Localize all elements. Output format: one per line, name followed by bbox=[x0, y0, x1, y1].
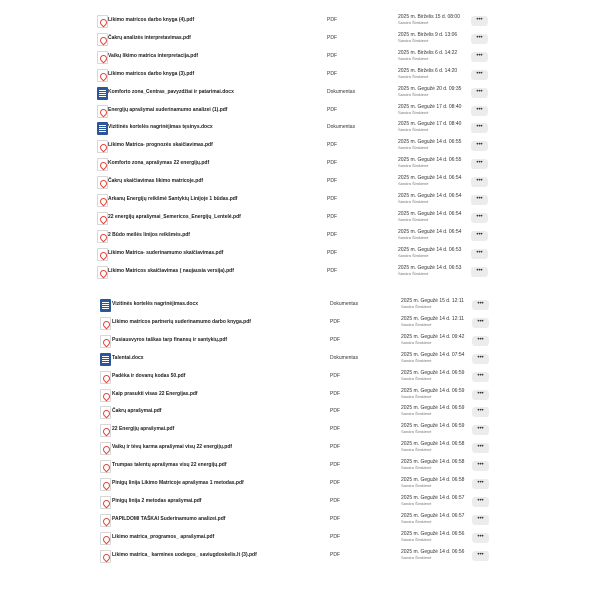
file-row[interactable] bbox=[0, 68, 606, 86]
file-name[interactable]: Čakrų skaičiavimas likimo matricoje.pdf bbox=[108, 178, 204, 185]
word-document-icon bbox=[97, 122, 108, 135]
file-modified-date: 2025 m. Birželis 6 d. 14:20 bbox=[398, 67, 458, 74]
file-owner: Sandra Šimkienė bbox=[401, 500, 432, 506]
file-modified-date: 2025 m. Gegužė 14 d. 06:55 bbox=[398, 139, 462, 146]
file-type: PDF bbox=[330, 551, 340, 558]
file-modified-date: 2025 m. Gegužė 14 d. 06:56 bbox=[401, 530, 465, 537]
more-actions-button[interactable]: ••• bbox=[471, 249, 488, 259]
pdf-file-icon bbox=[100, 496, 111, 509]
file-owner: Sandra Šimkienė bbox=[401, 411, 432, 417]
file-name[interactable]: Likimo matricos darbo knyga (3).pdf bbox=[108, 70, 195, 77]
file-owner: Sandra Šimkienė bbox=[401, 375, 432, 381]
pdf-file-icon bbox=[100, 335, 111, 348]
file-modified-date: 2025 m. Gegužė 14 d. 12:11 bbox=[401, 315, 465, 322]
file-owner: Sandra Šimkienė bbox=[401, 554, 432, 560]
file-row[interactable] bbox=[0, 549, 606, 567]
file-modified-date: 2025 m. Gegužė 14 d. 06:59 bbox=[401, 423, 465, 430]
file-name[interactable]: Arkanų Energijų reikšmė Santykių Linijoje 1 būdas.pdf bbox=[108, 196, 238, 202]
file-type: Dokumentas bbox=[330, 354, 359, 361]
pdf-file-icon bbox=[97, 194, 108, 207]
file-owner: Sandra Šimkienė bbox=[398, 199, 429, 204]
file-row[interactable] bbox=[0, 423, 606, 441]
file-owner: Sandra Šimkienė bbox=[401, 447, 432, 453]
file-name[interactable]: Komforto zona_Centras_pavyzdžiai ir patarimai.docx bbox=[108, 88, 234, 95]
more-actions-button[interactable]: ••• bbox=[472, 372, 489, 382]
file-row[interactable] bbox=[0, 14, 606, 32]
file-name[interactable]: Energijų aprašymai suderinamumo analizei (1).pdf bbox=[108, 106, 228, 113]
file-modified-date: 2025 m. Gegužė 17 d. 08:40 bbox=[398, 103, 462, 110]
file-modified-date: 2025 m. Gegužė 14 d. 06:58 bbox=[401, 477, 465, 483]
file-modified-date: 2025 m. Gegužė 14 d. 06:54 bbox=[398, 193, 462, 199]
pdf-file-icon bbox=[97, 15, 108, 28]
pdf-file-icon bbox=[97, 69, 108, 82]
file-name[interactable]: Likimo matrica_ karmines uodegos_ saviugdoskelis.lt (3).pdf bbox=[112, 551, 257, 558]
file-modified-date: 2025 m. Gegužė 14 d. 06:53 bbox=[398, 264, 462, 271]
file-type: PDF bbox=[330, 497, 340, 504]
file-modified-date: 2025 m. Gegužė 15 d. 12:11 bbox=[401, 298, 465, 304]
file-name[interactable]: Pusiausvyros taškas tarp finansų ir santykių.pdf bbox=[112, 336, 228, 343]
more-actions-button[interactable]: ••• bbox=[472, 533, 489, 543]
file-modified-date: 2025 m. Gegužė 14 d. 06:53 bbox=[398, 246, 462, 253]
file-name[interactable]: Talentai.docx bbox=[112, 354, 144, 361]
file-type: PDF bbox=[327, 213, 337, 220]
file-name[interactable]: 2 Būdo meilės linijos reikšmės.pdf bbox=[108, 231, 190, 238]
file-type: PDF bbox=[330, 444, 340, 451]
file-row[interactable] bbox=[0, 316, 606, 334]
file-type: PDF bbox=[327, 267, 337, 274]
file-type: PDF bbox=[330, 336, 340, 343]
file-modified-date: 2025 m. Birželis 9 d. 13:06 bbox=[398, 31, 458, 38]
file-row[interactable] bbox=[0, 513, 606, 531]
more-actions-button[interactable]: ••• bbox=[472, 425, 489, 435]
file-owner: Sandra Šimkienė bbox=[401, 536, 432, 542]
file-owner: Sandra Šimkienė bbox=[398, 216, 429, 222]
file-owner: Sandra Šimkienė bbox=[401, 304, 432, 309]
file-name[interactable]: Likimo Matrica- prognozės skaičiavimas.pdf bbox=[108, 142, 213, 149]
file-owner: Sandra Šimkienė bbox=[401, 518, 432, 524]
file-type: PDF bbox=[330, 462, 340, 469]
file-modified-date: 2025 m. Gegužė 14 d. 06:59 bbox=[401, 387, 465, 394]
pdf-file-icon bbox=[97, 51, 108, 64]
file-modified-date: 2025 m. Birželis 6 d. 14:22 bbox=[398, 49, 458, 56]
file-row[interactable] bbox=[0, 477, 606, 495]
file-row[interactable] bbox=[0, 175, 606, 193]
word-document-icon bbox=[100, 299, 111, 312]
more-actions-button[interactable]: ••• bbox=[471, 267, 488, 277]
file-modified-date: 2025 m. Gegužė 14 d. 06:57 bbox=[401, 512, 465, 519]
file-owner: Sandra Šimkienė bbox=[401, 393, 432, 399]
file-name[interactable]: Likimo Matricos skaičiavimas ( naujausia versija).pdf bbox=[108, 267, 234, 274]
file-type: PDF bbox=[330, 515, 340, 522]
file-modified-date: 2025 m. Gegužė 20 d. 09:35 bbox=[398, 85, 462, 92]
pdf-file-icon bbox=[100, 478, 111, 491]
pdf-file-icon bbox=[97, 158, 108, 171]
file-type: Dokumentas bbox=[330, 301, 359, 307]
file-owner: Sandra Šimkienė bbox=[401, 465, 432, 471]
file-row[interactable] bbox=[0, 247, 606, 265]
more-actions-button[interactable]: ••• bbox=[472, 390, 489, 400]
file-row[interactable] bbox=[0, 193, 606, 211]
file-type: PDF bbox=[327, 231, 337, 238]
file-name[interactable]: Pinigų linija 2 metodas aprašymai.pdf bbox=[112, 497, 202, 504]
file-type: PDF bbox=[330, 408, 340, 415]
file-row[interactable] bbox=[0, 352, 606, 370]
file-modified-date: 2025 m. Gegužė 14 d. 06:59 bbox=[401, 405, 465, 412]
file-name[interactable]: Padėka ir dovanų kodas 50.pdf bbox=[112, 372, 186, 379]
file-row[interactable] bbox=[0, 157, 606, 175]
file-owner: Sandra Šimkienė bbox=[401, 357, 432, 363]
file-type: PDF bbox=[330, 533, 340, 540]
pdf-file-icon bbox=[97, 248, 108, 261]
more-actions-button[interactable]: ••• bbox=[471, 52, 488, 62]
file-name[interactable]: Kaip prasukti visas 22 Energijas.pdf bbox=[112, 390, 198, 397]
file-name[interactable]: 22 energijų aprašymai_Semericos_Energijų_Lentelė.pdf bbox=[108, 213, 241, 220]
file-type: PDF bbox=[327, 70, 337, 77]
more-actions-button[interactable]: ••• bbox=[472, 318, 489, 328]
more-actions-button[interactable]: ••• bbox=[471, 159, 488, 169]
more-actions-button[interactable]: ••• bbox=[471, 141, 488, 151]
file-type: PDF bbox=[327, 142, 337, 149]
file-row[interactable] bbox=[0, 459, 606, 477]
file-type: PDF bbox=[327, 34, 337, 41]
file-name[interactable]: Vaikų ir tėvų karma aprašymai visų 22 energijų.pdf bbox=[112, 444, 233, 451]
file-type: PDF bbox=[330, 390, 340, 397]
file-type: Dokumentas bbox=[327, 124, 356, 131]
more-actions-button[interactable]: ••• bbox=[472, 479, 489, 489]
pdf-file-icon bbox=[97, 230, 108, 243]
file-owner: Sandra Šimkienė bbox=[398, 91, 429, 97]
file-row[interactable] bbox=[0, 334, 606, 352]
file-row[interactable] bbox=[0, 405, 606, 423]
file-owner: Sandra Šimkienė bbox=[398, 109, 429, 115]
pdf-file-icon bbox=[100, 514, 111, 527]
more-actions-button[interactable]: ••• bbox=[472, 515, 489, 525]
file-owner: Sandra Šimkienė bbox=[398, 20, 429, 25]
file-name[interactable]: Likimo Matrica- suderinamumo skaičiavimas.pdf bbox=[108, 249, 224, 256]
more-actions-button[interactable]: ••• bbox=[471, 195, 488, 205]
more-actions-button[interactable]: ••• bbox=[471, 70, 488, 80]
file-type: PDF bbox=[330, 372, 340, 379]
more-actions-button[interactable]: ••• bbox=[471, 123, 488, 133]
file-row[interactable] bbox=[0, 388, 606, 406]
file-name[interactable]: Likimo matricos darbo knyga (4).pdf bbox=[108, 17, 195, 23]
more-actions-button[interactable]: ••• bbox=[471, 106, 488, 116]
file-owner: Sandra Šimkienė bbox=[401, 321, 432, 327]
file-owner: Sandra Šimkienė bbox=[401, 483, 432, 488]
file-modified-date: 2025 m. Gegužė 14 d. 06:54 bbox=[398, 228, 462, 235]
file-modified-date: 2025 m. Gegužė 14 d. 09:42 bbox=[401, 333, 465, 340]
file-type: PDF bbox=[327, 160, 337, 167]
pdf-file-icon bbox=[100, 550, 111, 563]
file-name[interactable]: 22 Energijų aprašymai.pdf bbox=[112, 426, 175, 433]
file-owner: Sandra Šimkienė bbox=[398, 270, 429, 276]
more-actions-button[interactable]: ••• bbox=[471, 16, 488, 26]
file-row[interactable] bbox=[0, 50, 606, 68]
file-row[interactable] bbox=[0, 298, 606, 316]
pdf-file-icon bbox=[97, 212, 108, 225]
file-name[interactable]: Vizitinės kortelės nagrinėjimas tęsinys.docx bbox=[108, 124, 213, 131]
file-type: PDF bbox=[330, 426, 340, 433]
file-row[interactable] bbox=[0, 104, 606, 122]
pdf-file-icon bbox=[100, 460, 111, 473]
more-actions-button[interactable]: ••• bbox=[471, 34, 488, 44]
file-modified-date: 2025 m. Gegužė 14 d. 06:58 bbox=[401, 459, 465, 466]
pdf-file-icon bbox=[97, 33, 108, 46]
file-name[interactable]: Vizitinės kortelės nagrinėjimas.docx bbox=[112, 301, 199, 307]
pdf-file-icon bbox=[100, 532, 111, 545]
file-row[interactable] bbox=[0, 265, 606, 283]
more-actions-button[interactable]: ••• bbox=[472, 336, 489, 346]
more-actions-button[interactable]: ••• bbox=[471, 231, 488, 241]
file-modified-date: 2025 m. Gegužė 14 d. 06:57 bbox=[401, 494, 465, 501]
file-owner: Sandra Šimkienė bbox=[398, 127, 429, 133]
more-actions-button[interactable]: ••• bbox=[472, 354, 489, 364]
pdf-file-icon bbox=[97, 140, 108, 153]
more-actions-button[interactable]: ••• bbox=[472, 443, 489, 453]
pdf-file-icon bbox=[97, 105, 108, 118]
file-name[interactable]: Vaikų likimo matrica interpretacija.pdf bbox=[108, 52, 199, 59]
file-type: PDF bbox=[330, 318, 340, 325]
file-type: PDF bbox=[327, 52, 337, 59]
file-name[interactable]: Likimo matricos partnerių suderinamumo darbo knyga.pdf bbox=[112, 318, 251, 325]
file-name[interactable]: Komforto zona_aprašymas 22 energijų.pdf bbox=[108, 160, 210, 167]
word-document-icon bbox=[100, 353, 111, 366]
file-owner: Sandra Šimkienė bbox=[398, 145, 429, 151]
file-modified-date: 2025 m. Gegužė 14 d. 06:59 bbox=[401, 369, 465, 376]
word-document-icon bbox=[97, 87, 108, 100]
file-owner: Sandra Šimkienė bbox=[398, 163, 429, 169]
more-actions-button[interactable]: ••• bbox=[472, 300, 489, 310]
pdf-file-icon bbox=[100, 424, 111, 437]
file-row[interactable] bbox=[0, 86, 606, 104]
more-actions-button[interactable]: ••• bbox=[471, 213, 488, 223]
file-owner: Sandra Šimkienė bbox=[398, 181, 429, 187]
file-owner: Sandra Šimkienė bbox=[398, 234, 429, 240]
more-actions-button[interactable]: ••• bbox=[471, 88, 488, 98]
file-row[interactable] bbox=[0, 370, 606, 388]
more-actions-button[interactable]: ••• bbox=[471, 177, 488, 187]
file-name[interactable]: Pinigų linija Likimo Matricoje aprašymas 1 metodas.pdf bbox=[112, 480, 244, 486]
file-modified-date: 2025 m. Gegužė 14 d. 06:58 bbox=[401, 441, 465, 448]
file-type: PDF bbox=[327, 249, 337, 256]
file-row[interactable] bbox=[0, 32, 606, 50]
file-row[interactable] bbox=[0, 139, 606, 157]
more-actions-button[interactable]: ••• bbox=[472, 497, 489, 507]
file-owner: Sandra Šimkienė bbox=[401, 429, 432, 435]
file-type: PDF bbox=[327, 178, 337, 185]
file-owner: Sandra Šimkienė bbox=[401, 339, 432, 345]
file-row[interactable] bbox=[0, 121, 606, 139]
pdf-file-icon bbox=[100, 442, 111, 455]
file-owner: Sandra Šimkienė bbox=[398, 55, 429, 61]
file-name[interactable]: Likimo matrica_programos_ aprašymai.pdf bbox=[112, 533, 215, 540]
file-modified-date: 2025 m. Birželis 15 d. 08:00 bbox=[398, 14, 460, 20]
file-name[interactable]: Trumpas talentų aprašymas visų 22 energijų.pdf bbox=[112, 462, 227, 469]
file-type: PDF bbox=[327, 17, 337, 23]
pdf-file-icon bbox=[100, 406, 111, 419]
more-actions-button[interactable]: ••• bbox=[472, 551, 489, 561]
pdf-file-icon bbox=[97, 176, 108, 189]
pdf-file-icon bbox=[100, 317, 111, 330]
more-actions-button[interactable]: ••• bbox=[472, 461, 489, 471]
file-type: PDF bbox=[330, 480, 340, 486]
pdf-file-icon bbox=[100, 389, 111, 402]
file-owner: Sandra Šimkienė bbox=[398, 37, 429, 43]
file-modified-date: 2025 m. Gegužė 14 d. 06:54 bbox=[398, 210, 462, 217]
file-type: Dokumentas bbox=[327, 88, 356, 95]
file-type: PDF bbox=[327, 196, 337, 202]
file-name[interactable]: PAPILDOMI TAŠKAI Suderinamumo analizei.pdf bbox=[112, 515, 226, 522]
pdf-file-icon bbox=[100, 371, 111, 384]
file-owner: Sandra Šimkienė bbox=[398, 73, 429, 79]
file-row[interactable] bbox=[0, 229, 606, 247]
file-row[interactable] bbox=[0, 441, 606, 459]
file-modified-date: 2025 m. Gegužė 14 d. 07:54 bbox=[401, 351, 465, 358]
file-name[interactable]: Čakrų aprašymai.pdf bbox=[112, 408, 162, 415]
file-name[interactable]: Čakrų analizės interpretavimas.pdf bbox=[108, 34, 191, 41]
file-modified-date: 2025 m. Gegužė 17 d. 08:40 bbox=[398, 121, 462, 128]
file-type: PDF bbox=[327, 106, 337, 113]
file-row[interactable] bbox=[0, 495, 606, 513]
file-modified-date: 2025 m. Gegužė 14 d. 06:55 bbox=[398, 157, 462, 164]
pdf-file-icon bbox=[97, 266, 108, 279]
more-actions-button[interactable]: ••• bbox=[472, 407, 489, 417]
file-modified-date: 2025 m. Gegužė 14 d. 06:56 bbox=[401, 548, 465, 555]
file-row[interactable] bbox=[0, 531, 606, 549]
file-modified-date: 2025 m. Gegužė 14 d. 06:54 bbox=[398, 175, 462, 182]
file-owner: Sandra Šimkienė bbox=[398, 252, 429, 258]
file-row[interactable] bbox=[0, 211, 606, 229]
